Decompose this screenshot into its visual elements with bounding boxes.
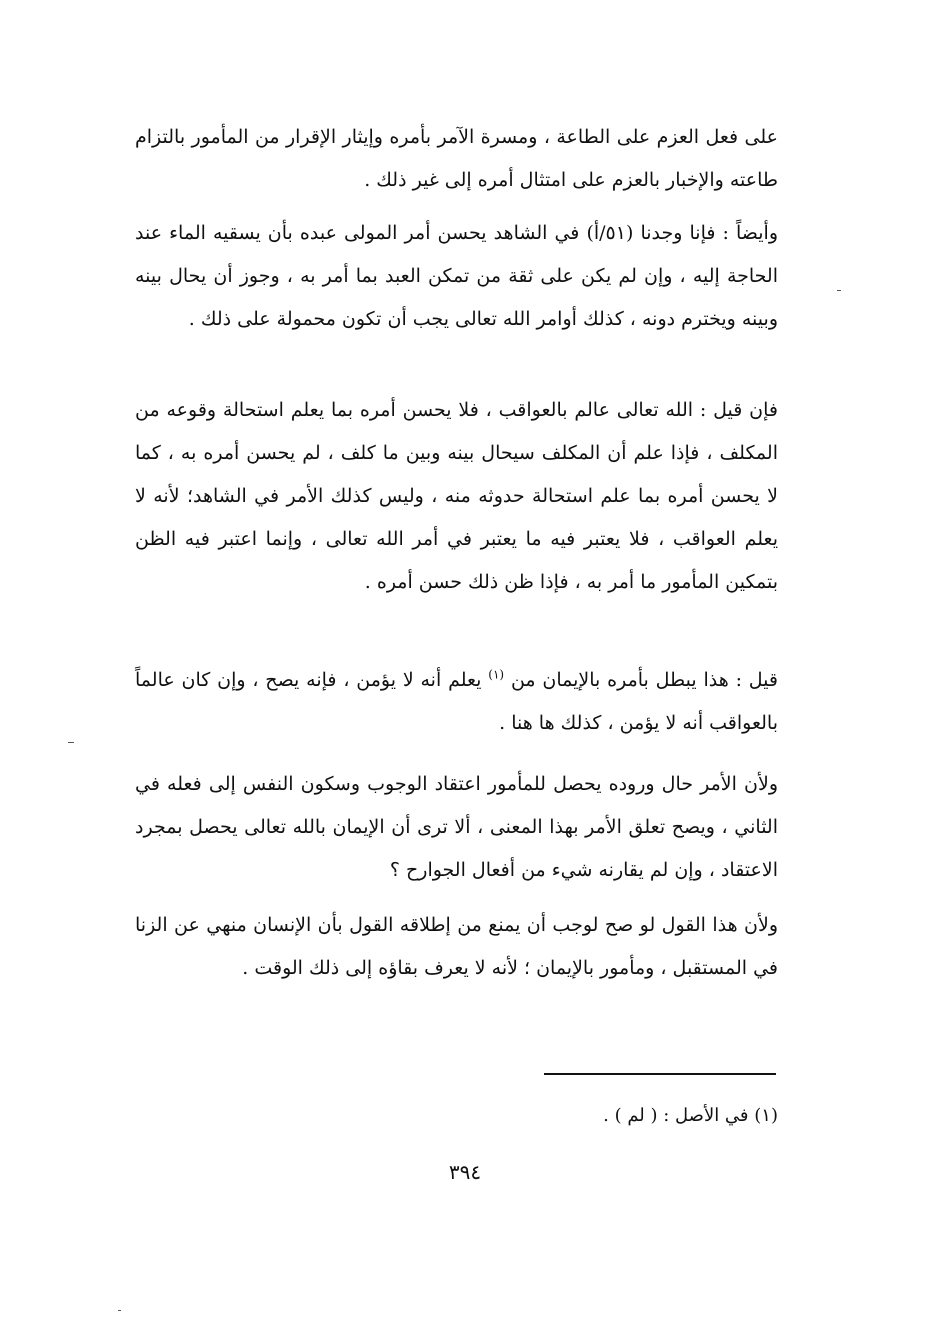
paragraph-2 bbox=[135, 212, 778, 341]
footnote: (١) في الأصل : ( لم ) . bbox=[603, 1105, 778, 1126]
footnote-reference: (١) bbox=[488, 667, 505, 682]
page-number: ٣٩٤ bbox=[448, 1160, 482, 1184]
paragraph-4-text bbox=[135, 659, 778, 745]
paragraph-3 bbox=[135, 389, 778, 604]
scan-speck bbox=[837, 290, 841, 291]
paragraph-1-text: على فعل العزم على الطاعة ، ومسرة الآمر بأمره وإيثار الإقرار من المأمور بالتزام طاعته والإخبار بالعزم على امتثال أمره إلى غير ذلك . bbox=[135, 126, 778, 191]
scan-speck bbox=[118, 1310, 121, 1311]
paragraph-4 bbox=[135, 659, 778, 745]
paragraph-6 bbox=[135, 904, 778, 990]
paragraph-5-text: ولأن الأمر حال وروده يحصل للمأمور اعتقاد الوجوب وسكون النفس إلى فعله في الثاني ، ويصح تعلق الأمر بهذا المعنى ، ألا ترى أن الإيمان بالله تعالى يحصل بمجرد الاعتقاد ، وإن لم يقارنه شيء من أفعال الجوارح ؟ bbox=[135, 773, 778, 881]
paragraph-2-text: وأيضاً : فإنا وجدنا (٥١/أ) في الشاهد يحسن أمر المولى عبده بأن يسقيه الماء عند الحاجة إليه ، وإن لم يكن على ثقة من تمكن العبد بما أمر به ، وجوز أن يحال بينه وبينه ويخترم دونه ، كذلك أوامر الله تعالى يجب أن تكون محمولة على ذلك . bbox=[135, 222, 778, 330]
paragraph-5 bbox=[135, 763, 778, 892]
paragraph-4-start: قيل : هذا يبطل بأمره بالإيمان من bbox=[510, 669, 778, 691]
footnote-divider bbox=[544, 1073, 776, 1075]
paragraph-4-end: يعلم أنه لا يؤمن ، فإنه يصح ، وإن كان عالماً بالعواقب أنه لا يؤمن ، كذلك ها هنا . bbox=[135, 669, 778, 734]
scan-speck bbox=[68, 742, 74, 743]
paragraph-3-text: فإن قيل : الله تعالى عالم بالعواقب ، فلا يحسن أمره بما يعلم استحالة وقوعه من المكلف ، فإذا علم أن المكلف سيحال بينه وبين ما كلف ، لم يحسن أمره به ، كما لا يحسن أمره بما علم استحالة حدوثه منه ، وليس كذلك الأمر في الشاهد؛ لأنه لا يعلم العواقب ، فلا يعتبر فيه ما يعتبر في أمر الله تعالى ، وإنما اعتبر فيه الظن بتمكين المأمور ما أمر به ، فإذا ظن ذلك حسن أمره . bbox=[135, 399, 778, 593]
paragraph-1 bbox=[135, 116, 778, 202]
paragraph-6-text: ولأن هذا القول لو صح لوجب أن يمنع من إطلاقه القول بأن الإنسان منهي عن الزنا في المستقبل ، ومأمور بالإيمان ؛ لأنه لا يعرف بقاؤه إلى ذلك الوقت . bbox=[135, 914, 778, 979]
